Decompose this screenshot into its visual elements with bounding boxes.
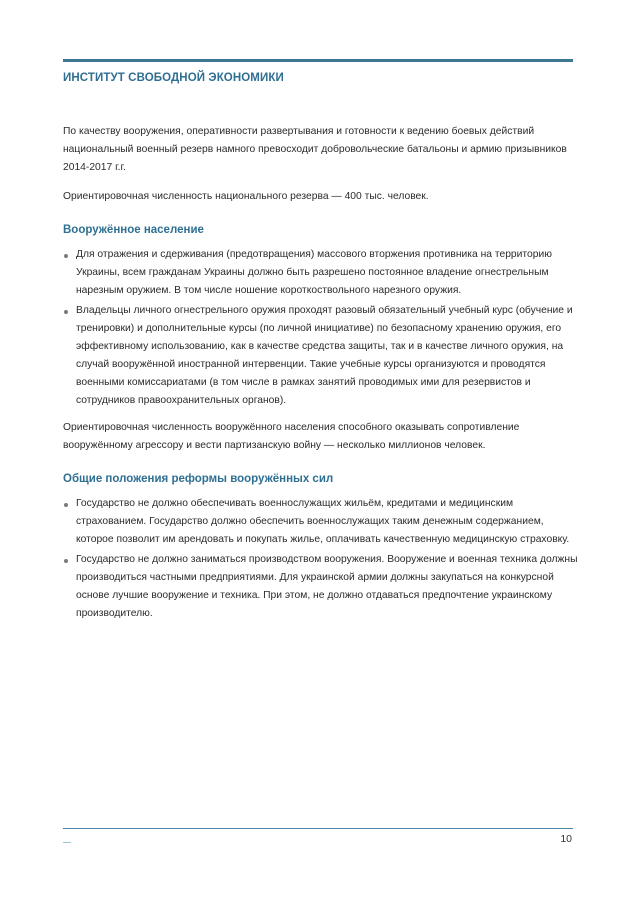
bullet-dot-icon	[64, 254, 68, 258]
bullet-dot-icon	[64, 310, 68, 314]
list-item-text: Для отражения и сдерживания (предотвращения) массового вторжения противника на территорию Украины, всем гражданам Украины должно быть разрешено постоянное владение огнестрельным нарезным оружием. В том числе ношение короткоствольного нарезного оружия.	[76, 249, 552, 296]
intro-paragraph-1: По качеству вооружения, оперативности развертывания и готовности к ведению боевых действий национальный военный резерв намного превосходит добровольческие батальоны и армию призывников 2014-2017 г.г.	[63, 126, 567, 173]
page-number: 10	[560, 833, 572, 845]
section-heading-reform: Общие положения реформы вооружённых сил	[63, 473, 334, 485]
header-rule	[63, 59, 573, 62]
page-content	[63, 123, 579, 632]
footer-mark	[63, 842, 71, 843]
list-item	[63, 495, 579, 549]
list-item	[63, 246, 579, 300]
section-heading-armed-population: Вооружённое население	[63, 224, 204, 236]
intro-paragraph-2: Ориентировочная численность национального резерва — 400 тыс. человек.	[63, 191, 429, 202]
bullet-list-reform	[63, 495, 579, 623]
bullet-dot-icon	[64, 503, 68, 507]
section-1-closing-paragraph: Ориентировочная численность вооружённого населения способного оказывать сопротивление вооружённому агрессору и вести партизанскую войну — несколько миллионов человек.	[63, 422, 520, 451]
bullet-dot-icon	[64, 559, 68, 563]
list-item-text: Государство не должно обеспечивать военнослужащих жильём, кредитами и медицинским страхованием. Государство должно обеспечить военнослужащих таким денежным содержанием, которое позволит им арендовать и покупать жилье, оплачивать качественную медицинскую страховку.	[76, 498, 570, 545]
list-item	[63, 302, 579, 410]
list-item-text: Владельцы личного огнестрельного оружия проходят разовый обязательный учебный курс (обучение и тренировки) и дополнительные курсы (по личной инициативе) по безопасному хранению оружия, его эффективному использованию, как в качестве средства защиты, так и в качестве личного оружия, на случай вооружённой иностранной интервенции. Такие учебные курсы организуются и проводятся военными комиссариатами (в том числе в рамках занятий проводимых ими для резервистов и сотрудников правоохранительных органов).	[76, 305, 573, 406]
footer-rule	[63, 828, 573, 829]
list-item-text: Государство не должно заниматься производством вооружения. Вооружение и военная техника должны производиться частными предприятиями. Для украинской армии должны закупаться на конкурсной основе лучшие вооружение и техника. При этом, не должно отдаваться предпочтение украинскому производителю.	[76, 554, 578, 619]
document-header-title: ИНСТИТУТ СВОБОДНОЙ ЭКОНОМИКИ	[63, 72, 284, 84]
bullet-list-armed-population	[63, 246, 579, 410]
list-item	[63, 551, 579, 623]
